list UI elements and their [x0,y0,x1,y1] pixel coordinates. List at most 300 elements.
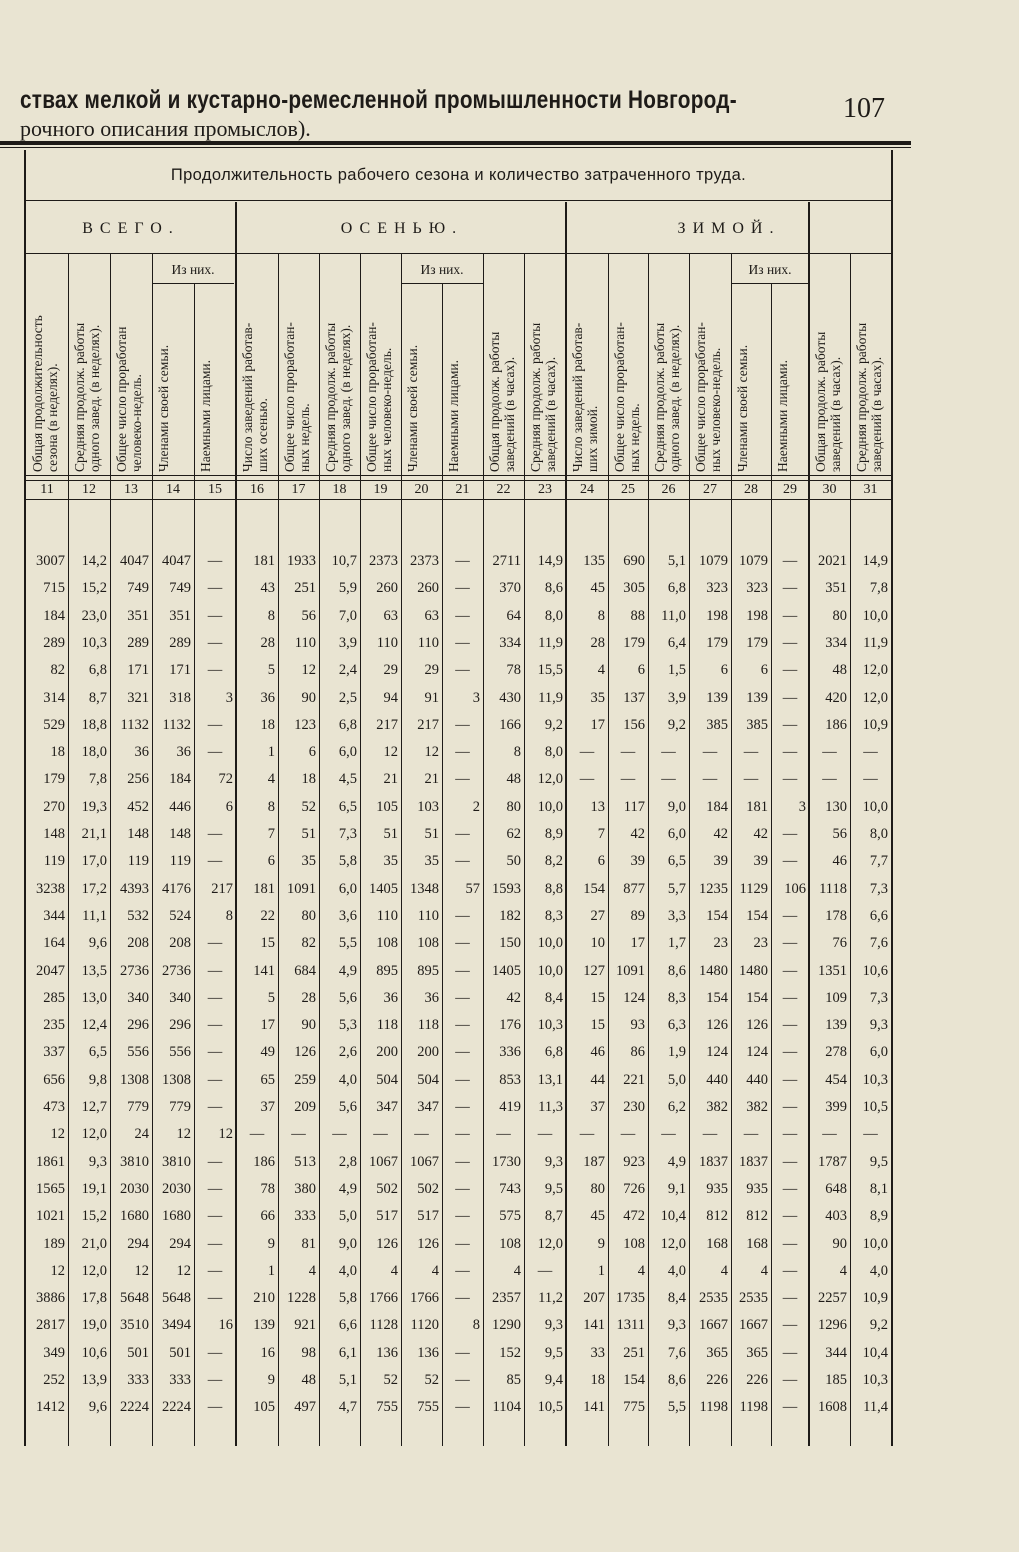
table-cell: — [782,771,798,788]
table-cell: — [782,689,798,706]
column-number: 12 [82,482,96,497]
table-cell: 334 [499,634,521,651]
column-header: Средняя продолж. работы заведений (в часах). [528,322,558,472]
table-cell: 152 [499,1344,521,1361]
table-cell: 6 [637,662,645,679]
table-cell: — [661,1126,676,1143]
table-cell: 6 [720,662,728,679]
table-cell: 2,5 [338,689,357,706]
column-header: Средняя продолж. работы заведений (в часах). [854,322,884,472]
table-cell: 2 [472,798,480,815]
table-cell: 1 [267,1262,275,1279]
table-cell: 1787 [818,1153,847,1170]
table-cell: 4176 [162,880,191,897]
table-cell: 2,6 [338,1044,357,1061]
table-cell: 779 [127,1099,149,1115]
table-cell: 179 [623,634,645,651]
table-cell: 88 [630,607,645,624]
table-cell: 110 [376,634,398,651]
table-cell: 81 [301,1235,316,1252]
table-cell: 260 [417,580,439,597]
table-cell: 105 [253,1399,275,1416]
table-cell: — [782,1126,798,1143]
table-cell: 80 [590,1180,605,1197]
table-cell: 270 [43,798,65,815]
table-cell: 502 [417,1180,439,1197]
table-cell: 812 [746,1208,768,1225]
table-cell: 1235 [699,880,728,897]
table-cell: 3,3 [667,907,686,924]
table-cell: — [207,1044,223,1061]
table-cell: 10,0 [862,1235,888,1252]
table-cell: 10,9 [862,1290,888,1307]
column-number-divider [26,499,891,500]
table-cell: 13 [590,798,605,815]
column-number: 27 [703,482,717,497]
table-cell: 13,9 [81,1372,107,1388]
table-cell: 13,1 [537,1071,563,1088]
table-cell: — [782,716,798,733]
table-cell: 9 [267,1235,275,1252]
table-cell: 126 [417,1235,439,1252]
table-cell: 137 [623,689,645,706]
table-cell: 42 [630,826,645,842]
table-cell: 23 [713,935,728,952]
column-number: 13 [124,482,138,497]
table-cell: 2373 [410,553,439,569]
table-cell: — [455,553,470,569]
table-cell: 333 [127,1372,149,1388]
table-cell: — [332,1126,347,1143]
table-cell: 252 [43,1372,65,1388]
table-cell: 8,7 [88,689,107,706]
table-cell: 8 [472,1317,480,1334]
table-cell: 8,0 [869,826,888,842]
table-cell: 3,6 [338,907,357,924]
table-cell: 12,0 [81,1126,107,1143]
column-header: Членами своей семьи. [735,344,750,472]
table-cell: 52 [301,798,316,815]
table-cell: 1296 [818,1317,847,1334]
table-cell: 76 [832,935,847,952]
group-divider-vertical [235,202,237,253]
table-cell: — [743,771,759,788]
table-cell: 124 [706,1044,728,1061]
table-cell: 221 [623,1071,645,1088]
table-cell: 7,3 [869,880,888,897]
table-cell: 18,0 [81,744,107,761]
table-cell: 7 [597,826,605,842]
table-cell: 8 [267,798,275,815]
table-cell: — [702,771,718,788]
table-cell: 454 [825,1071,847,1088]
table-cell: — [782,1235,798,1252]
table-cell: 8,6 [667,962,686,979]
table-cell: 7,3 [869,989,888,1006]
table-cell: 86 [630,1044,645,1061]
table-cell: 289 [127,634,149,651]
table-cell: — [863,744,878,761]
table-cell: 556 [127,1044,149,1061]
table-cell: 51 [301,826,316,842]
table-cell: 1198 [739,1399,768,1416]
table-cell: — [782,662,798,679]
table-cell: 11,9 [863,634,888,651]
table-cell: 504 [376,1071,398,1088]
column-header: Членами своей семьи. [156,344,171,472]
table-cell: 5648 [162,1290,191,1307]
table-cell: 1351 [818,962,847,979]
table-cell: 217 [417,716,439,733]
table-cell: 2021 [818,553,847,569]
page-number: 107 [843,93,885,124]
table-cell: — [455,1044,470,1061]
table-cell: — [620,771,636,788]
table-cell: 648 [825,1180,847,1197]
table-cell: 321 [127,689,149,706]
table-cell: — [743,744,759,761]
table-cell: 210 [253,1290,275,1307]
table-cell: 130 [825,798,847,815]
column-header: Общее число проработан- ных человеко-недель. [693,322,723,472]
table-cell: 10,0 [537,935,563,952]
table-cell: — [620,1126,636,1143]
table-cell: 9,1 [667,1180,686,1197]
table-cell: 532 [127,907,149,924]
table-cell: 9,2 [667,716,686,733]
table-cell: 323 [746,580,768,597]
table-cell: 126 [706,1017,728,1034]
table-cell: 1667 [739,1317,768,1334]
table-cell: 1680 [162,1208,191,1225]
table-cell: 28 [590,634,605,651]
table-cell: 43 [260,580,275,597]
table-cell: — [207,634,223,651]
table-cell: 13,0 [81,989,107,1006]
table-cell: 4393 [120,880,149,897]
table-cell: 139 [825,1017,847,1034]
table-cell: 1730 [492,1153,521,1170]
iz-nih-total: Из них. [171,262,215,277]
table-cell: 186 [825,716,847,733]
table-cell: 3886 [36,1290,65,1307]
table-cell: 21,0 [81,1235,107,1252]
table-cell: 4,9 [338,1180,357,1197]
table-cell: — [537,1262,553,1279]
table-cell: 1308 [120,1071,149,1088]
table-cell: — [782,1071,798,1088]
table-cell: 10,4 [660,1208,686,1225]
table-cell: 260 [376,580,398,597]
table-cell: — [579,771,595,788]
table-cell: 9,5 [544,1180,563,1197]
table-cell: 1565 [36,1180,65,1197]
table-cell: 17 [260,1017,275,1034]
table-cell: — [207,1262,223,1279]
table-cell: 230 [623,1099,645,1115]
table-cell: 11,3 [538,1099,563,1115]
column-header: Средняя продолж. работы одного завед. (в неделях). [652,322,682,472]
table-cell: 420 [825,689,847,706]
table-cell: 749 [127,580,149,597]
table-cell: 15,2 [81,580,107,597]
iz-nih-winter: Из них. [748,262,792,277]
table-cell: 9,6 [88,935,107,952]
table-cell: 318 [169,689,191,706]
table-cell: 178 [825,907,847,924]
table-cell: 39 [630,853,645,870]
table-cell: 684 [294,962,316,979]
table-cell: 7,0 [338,607,357,624]
table-cell: — [207,1017,223,1034]
table-cell: 29 [383,662,398,679]
header-bottom-divider [26,475,891,476]
table-cell: 179 [746,634,768,651]
table-cell: — [782,553,798,569]
table-cell: 6,6 [869,907,888,924]
table-cell: 399 [825,1099,847,1115]
table-cell: — [782,1153,798,1170]
table-cell: 80 [506,798,521,815]
table-cell: — [822,771,837,788]
table-cell: 33 [590,1344,605,1361]
table-cell: 168 [746,1235,768,1252]
table-cell: 17 [630,935,645,952]
table-cell: 340 [169,989,191,1006]
table-cell: 2224 [162,1399,191,1416]
table-cell: — [207,662,223,679]
table-cell: 370 [499,580,521,597]
column-number: 16 [250,482,264,497]
table-cell: 15 [590,989,605,1006]
table-cell: 1079 [699,553,728,569]
column-number: 15 [208,482,222,497]
table-cell: 8,8 [544,880,563,897]
table-cell: 106 [784,880,806,897]
table-cell: 385 [706,716,728,733]
table-cell: 63 [383,607,398,624]
table-cell: 923 [623,1153,645,1170]
table-cell: 340 [127,989,149,1006]
table-cell: 8,9 [544,826,563,842]
table-cell: 2736 [120,962,149,979]
table-cell: 7,6 [869,935,888,952]
table-cell: — [822,744,837,761]
table-cell: 4,0 [338,1071,357,1088]
table-cell: — [620,744,636,761]
table-cell: 51 [424,826,439,842]
table-cell: 351 [127,607,149,624]
table-cell: 1593 [492,880,521,897]
table-cell: 12,0 [537,1235,563,1252]
column-header: Наемными лицами. [446,359,461,472]
table-cell: 726 [623,1180,645,1197]
table-cell: 4,9 [667,1153,686,1170]
table-cell: 6,5 [338,798,357,815]
table-cell: — [455,744,470,761]
table-cell: 5,1 [667,553,686,569]
table-cell: 6,8 [544,1044,563,1061]
table-cell: 124 [623,989,645,1006]
table-cell: — [782,962,798,979]
table-cell: 403 [825,1208,847,1225]
table-cell: 48 [301,1372,316,1388]
header-rule-thin [0,147,911,148]
table-cell: 8 [225,907,233,924]
table-cell: 181 [746,798,768,815]
table-cell: 19,0 [81,1317,107,1334]
table-cell: 9,0 [667,798,686,815]
table-cell: 9,5 [869,1153,888,1170]
table-cell: 8,6 [667,1372,686,1388]
table-cell: 42 [753,826,768,842]
table-cell: 2224 [120,1399,149,1416]
table-cell: 91 [424,689,439,706]
table-cell: 6,0 [338,880,357,897]
table-cell: — [496,1126,511,1143]
table-cell: — [414,1126,429,1143]
table-cell: — [782,1208,798,1225]
table-cell: 3,9 [667,689,686,706]
group-total-heading: ВСЕГО. [82,220,180,237]
table-cell: 7,3 [338,826,357,842]
table-cell: 90 [832,1235,847,1252]
table-cell: 2030 [120,1180,149,1197]
table-cell: 10,0 [862,798,888,815]
table-cell: 49 [260,1044,275,1061]
table-cell: — [207,716,223,733]
table-cell: — [822,1126,837,1143]
table-cell: — [537,1126,553,1143]
table-cell: 4 [308,1262,316,1279]
table-cell: 4047 [120,553,149,569]
table-cell: 8,0 [544,744,563,761]
group-autumn-heading: ОСЕНЬЮ. [340,220,464,237]
table-cell: 1118 [819,880,847,897]
table-cell: — [863,1126,878,1143]
table-cell: 656 [43,1071,65,1088]
table-cell: 108 [417,935,439,952]
iz-nih-autumn: Из них. [420,262,464,277]
table-cell: 154 [583,880,605,897]
header-bottom-divider-2 [26,480,891,481]
table-cell: 235 [43,1017,65,1034]
table-cell: 517 [417,1208,439,1225]
table-cell: 42 [713,826,728,842]
table-cell: 136 [376,1344,398,1361]
table-cell: 6 [267,853,275,870]
column-header: Общее число проработан- ных человеко-недель. [364,322,394,472]
table-cell: 10 [590,935,605,952]
group-divider [26,253,891,254]
table-cell: 198 [746,607,768,624]
table-cell: — [455,935,470,952]
table-cell: — [782,634,798,651]
table-cell: 14,9 [537,553,563,569]
table-cell: 743 [499,1180,521,1197]
column-number: 24 [580,482,594,497]
table-cell: 314 [43,689,65,706]
table-cell: 12 [176,1126,191,1143]
table-cell: 1480 [699,962,728,979]
table-cell: 50 [506,853,521,870]
column-number: 28 [744,482,758,497]
table-cell: 1104 [492,1399,521,1416]
table-cell: 556 [169,1044,191,1061]
table-cell: 351 [825,580,847,597]
table-cell: 1667 [699,1317,728,1334]
table-cell: 1,9 [667,1044,686,1061]
table-cell: 171 [127,662,149,679]
table-cell: 186 [253,1153,275,1170]
table-cell: 5,9 [338,580,357,597]
table-cell: — [661,744,676,761]
table-cell: 259 [294,1071,316,1088]
table-cell: 6 [760,662,768,679]
table-cell: 10,7 [331,553,357,569]
table-cell: 35 [424,853,439,870]
table-cell: 123 [294,716,316,733]
table-cell: 497 [294,1399,316,1416]
column-header: Общее число проработан- ных недель. [612,322,642,472]
table-cell: 3007 [36,553,65,569]
table-cell: 779 [169,1099,191,1115]
table-cell: 8 [597,607,605,624]
table-cell: 2535 [699,1290,728,1307]
table-cell: 9,3 [869,1017,888,1034]
table-cell: 9,6 [88,1399,107,1416]
table-cell: 385 [746,716,768,733]
table-cell: 347 [376,1099,398,1115]
table-cell: 51 [383,826,398,842]
iz-nih-total-divider [152,283,234,284]
table-cell: 23,0 [81,607,107,624]
page-header-line2: рочного описания промыслов). [20,116,311,141]
table-cell: 12 [176,1262,191,1279]
table-cell: 108 [623,1235,645,1252]
table-cell: 344 [43,907,65,924]
table-cell: 12,0 [862,662,888,679]
table-cell: 148 [127,826,149,842]
table-cell: 182 [499,907,521,924]
table-cell: — [782,907,798,924]
table-cell: 171 [169,662,191,679]
table-cell: 6 [597,853,605,870]
table-cell: — [782,935,798,952]
table-cell: 5,8 [338,853,357,870]
table-cell: 294 [169,1235,191,1252]
table-cell: 524 [169,907,191,924]
table-cell: 3494 [162,1317,191,1334]
table-cell: 365 [706,1344,728,1361]
table-cell: 56 [301,607,316,624]
table-cell: 21,1 [81,826,107,842]
table-cell: — [455,826,470,842]
table-cell: 18 [260,716,275,733]
table-cell: 6,0 [338,744,357,761]
column-number: 11 [40,482,54,497]
table-cell: 184 [43,607,65,624]
table-cell: 226 [706,1372,728,1388]
table-cell: 110 [417,907,439,924]
table-cell: 4,5 [338,771,357,788]
table-cell: 2030 [162,1180,191,1197]
table-cell: 103 [417,798,439,815]
table-cell: 6,0 [869,1044,888,1061]
table-cell: 1,5 [667,662,686,679]
table-cell: — [782,989,798,1006]
table-cell: — [782,1180,798,1197]
